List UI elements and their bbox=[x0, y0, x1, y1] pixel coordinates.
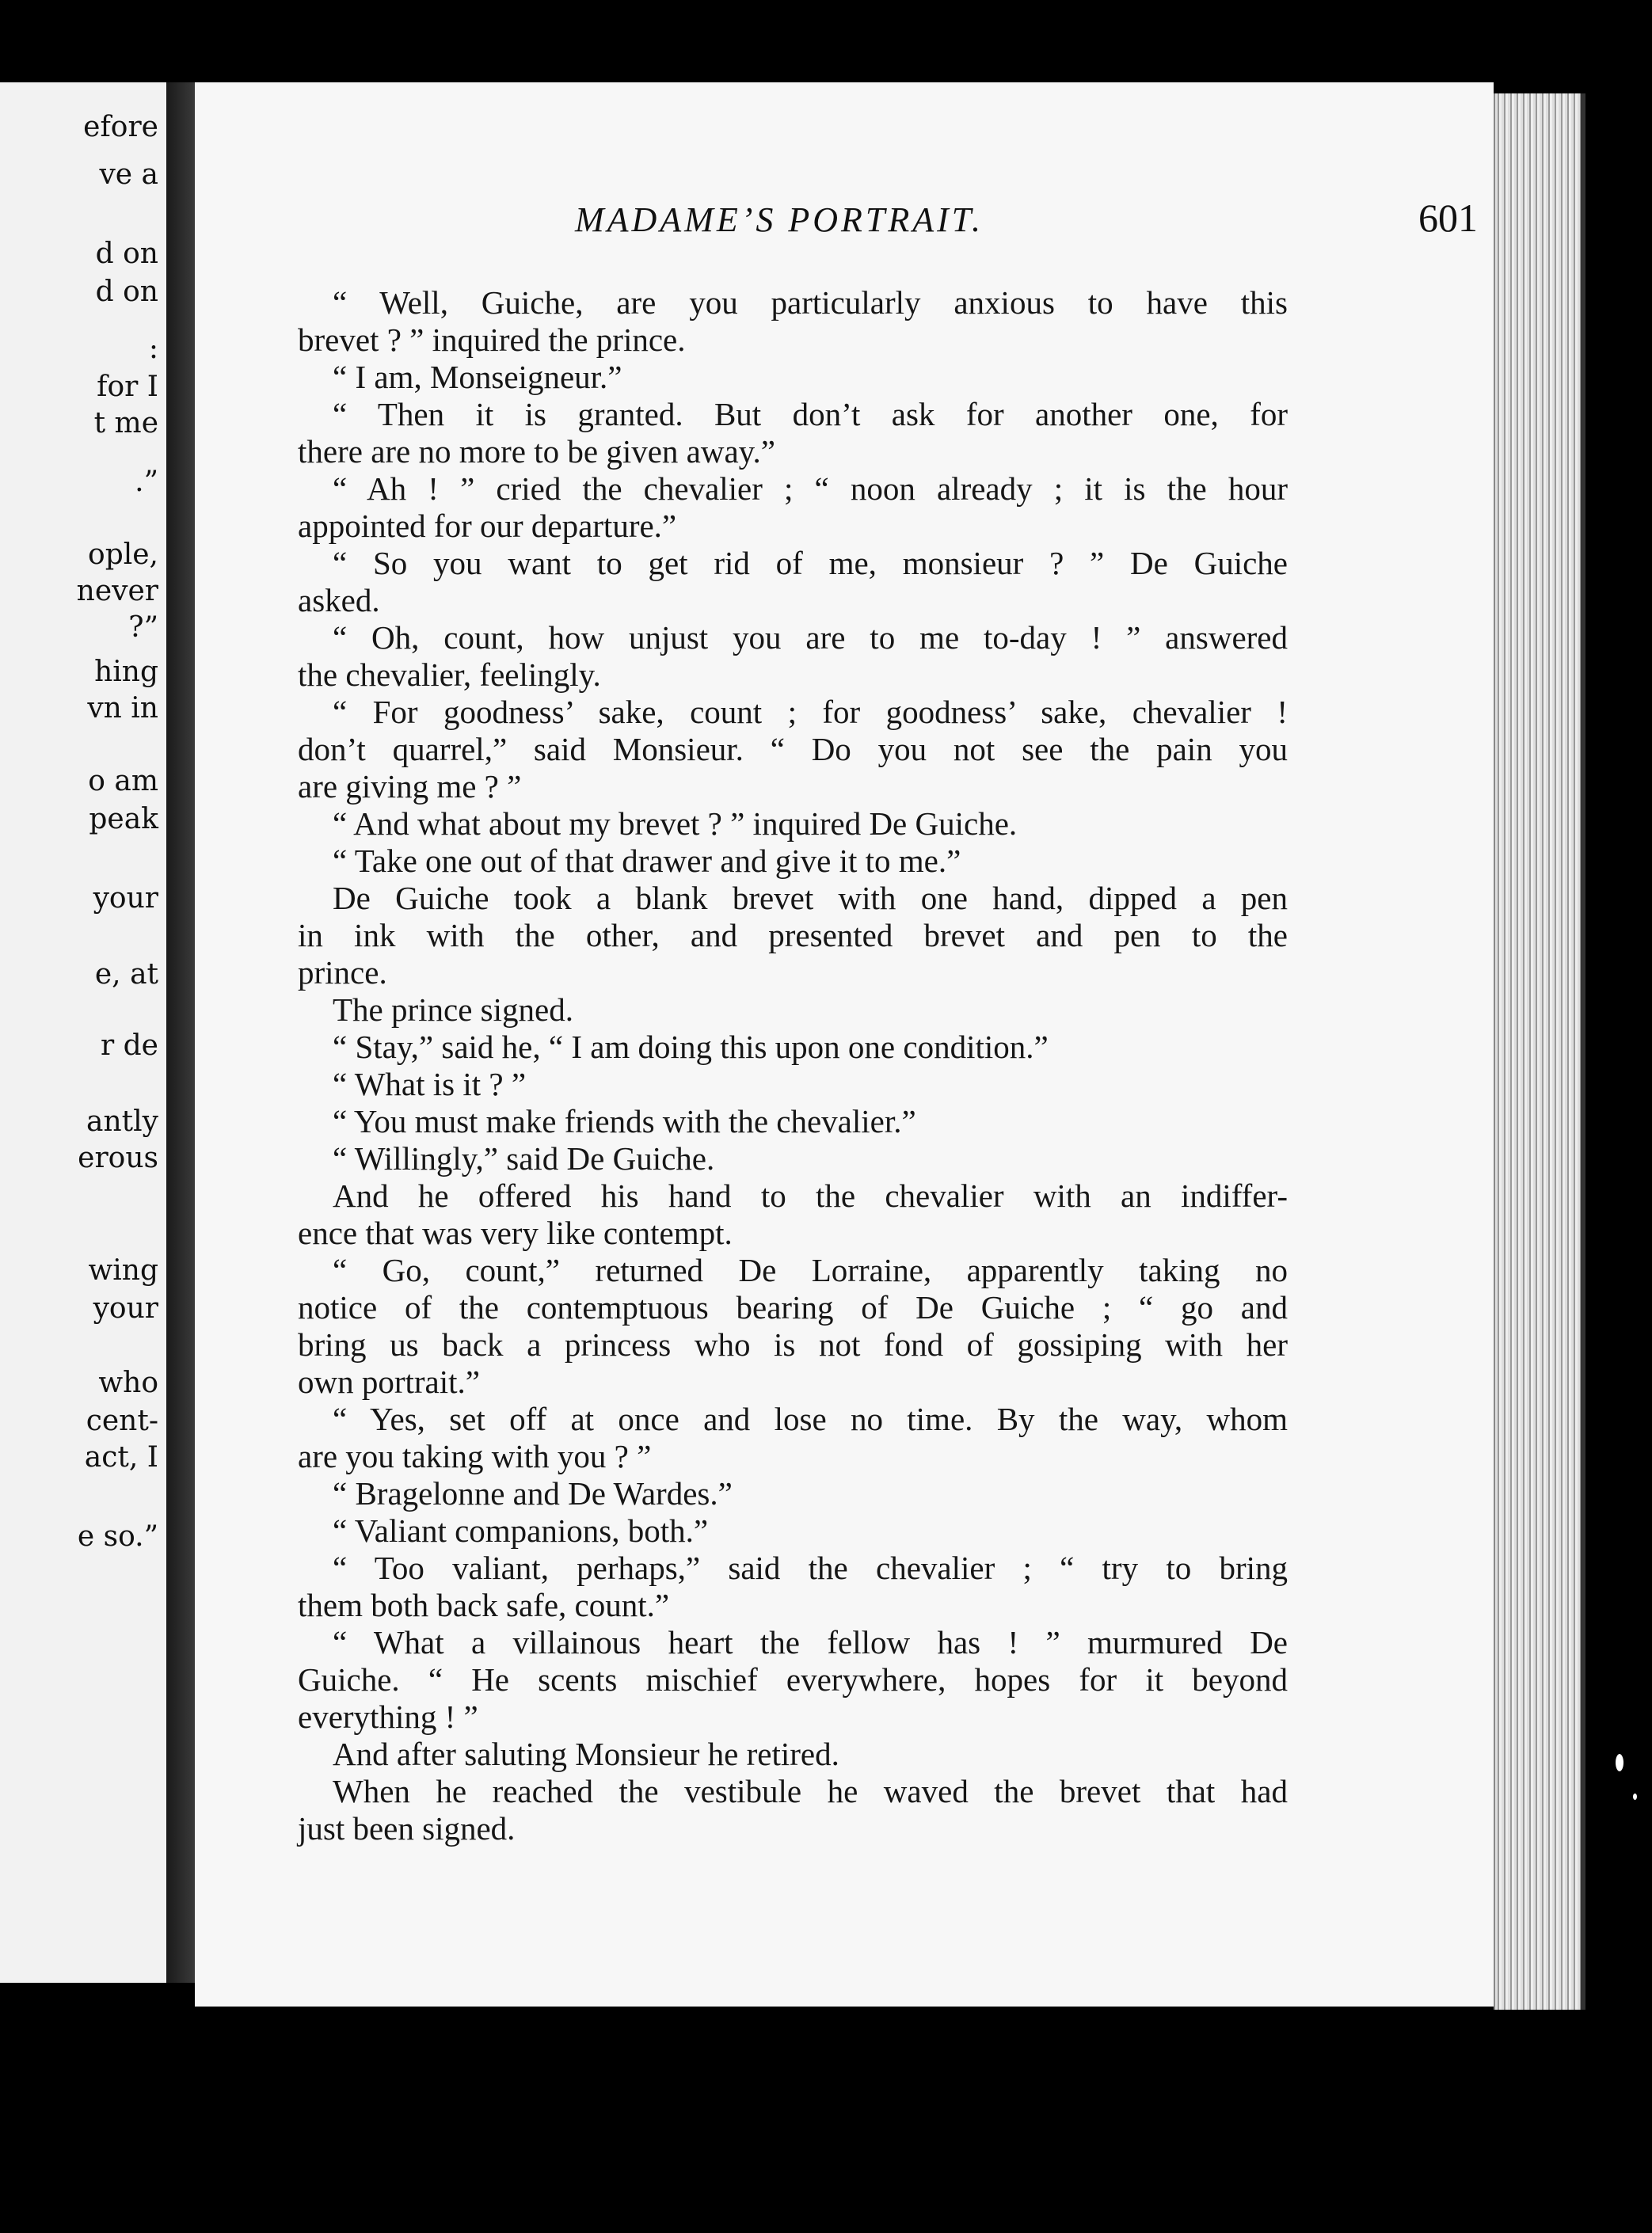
previous-page-text-fragment: never bbox=[76, 575, 158, 607]
text-line: them both back safe, count.” bbox=[298, 1587, 670, 1623]
text-line: “ What a villainous heart the fellow has ! ” murmured De bbox=[333, 1624, 1288, 1660]
text-line: “ And what about my brevet ? ” inquired De Guiche. bbox=[333, 805, 1018, 842]
previous-page-text-fragment: your bbox=[93, 1292, 158, 1325]
text-line: there are no more to be given away.” bbox=[298, 433, 775, 470]
dust-speck bbox=[1633, 1794, 1637, 1800]
text-line: “ Take one out of that drawer and give it to me.” bbox=[333, 843, 961, 879]
text-line: “ Oh, count, how unjust you are to me to-day ! ” answered bbox=[333, 619, 1288, 656]
text-line: everything ! ” bbox=[298, 1699, 478, 1735]
running-title: MADAME’S PORTRAIT. bbox=[575, 200, 984, 239]
text-line: “ Ah ! ” cried the chevalier ; “ noon already ; it is the hour bbox=[333, 470, 1288, 507]
text-line: notice of the contemptuous bearing of De Guiche ; “ go and bbox=[298, 1289, 1288, 1326]
text-line: “ Well, Guiche, are you particularly anxious to have this bbox=[333, 284, 1288, 321]
previous-page-text-fragment: vn in bbox=[87, 692, 158, 725]
previous-page-text-fragment: d on bbox=[95, 276, 158, 308]
text-line: the chevalier, feelingly. bbox=[298, 656, 601, 693]
text-line: appointed for our departure.” bbox=[298, 508, 677, 544]
previous-page-text-fragment: ve a bbox=[99, 158, 158, 191]
dust-speck bbox=[1616, 1754, 1623, 1771]
cover-edge bbox=[1581, 93, 1585, 2010]
text-line: “ For goodness’ sake, count ; for goodness’ sake, chevalier ! bbox=[333, 694, 1288, 730]
text-line: “ Willingly,” said De Guiche. bbox=[333, 1140, 715, 1177]
text-line: bring us back a princess who is not fond of gossiping with her bbox=[298, 1326, 1288, 1363]
body-text bbox=[298, 284, 1288, 1847]
text-line: are you taking with you ? ” bbox=[298, 1438, 652, 1474]
text-line: When he reached the vestibule he waved the brevet that had bbox=[333, 1773, 1288, 1809]
text-line: “ Go, count,” returned De Lorraine, apparently taking no bbox=[333, 1252, 1288, 1288]
text-line: Guiche. “ He scents mischief everywhere, hopes for it beyond bbox=[298, 1661, 1288, 1698]
text-line: “ What is it ? ” bbox=[333, 1066, 527, 1102]
previous-page-text-fragment: antly bbox=[86, 1105, 158, 1138]
previous-page-text-fragment: your bbox=[93, 882, 158, 915]
previous-page-text-fragment: e, at bbox=[94, 958, 158, 991]
text-line: just been signed. bbox=[298, 1810, 516, 1847]
previous-page-text-fragment: r de bbox=[100, 1029, 158, 1062]
text-line: ence that was very like contempt. bbox=[298, 1215, 733, 1251]
text-line: are giving me ? ” bbox=[298, 768, 522, 805]
text-line: “ So you want to get rid of me, monsieur ? ” De Guiche bbox=[333, 545, 1288, 581]
previous-page-text-fragment: t me bbox=[93, 407, 158, 439]
text-line: asked. bbox=[298, 582, 380, 618]
previous-page-text-fragment: for I bbox=[97, 371, 158, 403]
previous-page-text-fragment: ople, bbox=[88, 538, 158, 571]
previous-page-text-fragment: erous bbox=[78, 1142, 158, 1174]
previous-page-text-fragment: o am bbox=[88, 765, 158, 797]
page-number: 601 bbox=[1418, 196, 1478, 240]
text-line: And he offered his hand to the chevalier with an indiffer- bbox=[333, 1177, 1288, 1214]
text-line: “ Valiant companions, both.” bbox=[333, 1512, 709, 1549]
text-line: “ Yes, set off at once and lose no time. By the way, whom bbox=[333, 1401, 1288, 1437]
page-edges bbox=[1494, 93, 1582, 2010]
previous-page-text-fragment: peak bbox=[89, 803, 158, 835]
text-line: “ I am, Monseigneur.” bbox=[333, 359, 622, 395]
text-line: The prince signed. bbox=[333, 991, 573, 1028]
previous-page-text-fragment: act, I bbox=[84, 1441, 158, 1474]
running-head bbox=[575, 196, 1478, 263]
previous-page-text-fragment: efore bbox=[83, 111, 158, 143]
previous-page-text-fragment: cent- bbox=[86, 1405, 158, 1437]
text-line: in ink with the other, and presented brevet and pen to the bbox=[298, 917, 1288, 953]
previous-page-text-fragment: hing bbox=[94, 656, 158, 688]
text-line: brevet ? ” inquired the prince. bbox=[298, 321, 686, 358]
text-line: And after saluting Monsieur he retired. bbox=[333, 1736, 839, 1772]
text-line: “ Then it is granted. But don’t ask for another one, for bbox=[333, 396, 1288, 432]
previous-page-text-fragment: e so.” bbox=[77, 1520, 158, 1553]
previous-page-text-fragment: : bbox=[148, 333, 158, 365]
text-line: “ Too valiant, perhaps,” said the chevalier ; “ try to bring bbox=[333, 1550, 1288, 1586]
previous-page-fragment bbox=[0, 82, 166, 1983]
previous-page-text-fragment: who bbox=[98, 1367, 158, 1399]
text-line: “ You must make friends with the chevalier.” bbox=[333, 1103, 916, 1139]
book-page bbox=[195, 82, 1494, 2007]
text-line: don’t quarrel,” said Monsieur. “ Do you not see the pain you bbox=[298, 731, 1288, 767]
previous-page-text-fragment: ?” bbox=[128, 611, 158, 644]
previous-page-text-fragment: wing bbox=[88, 1254, 158, 1287]
text-line: “ Bragelonne and De Wardes.” bbox=[333, 1475, 733, 1512]
previous-page-text-fragment: d on bbox=[95, 238, 158, 270]
text-line: “ Stay,” said he, “ I am doing this upon one condition.” bbox=[333, 1029, 1049, 1065]
text-line: own portrait.” bbox=[298, 1364, 480, 1400]
text-line: prince. bbox=[298, 954, 387, 991]
book-gutter bbox=[166, 82, 195, 1983]
previous-page-text-fragment: .” bbox=[135, 466, 158, 498]
text-line: De Guiche took a blank brevet with one hand, dipped a pen bbox=[333, 880, 1288, 916]
